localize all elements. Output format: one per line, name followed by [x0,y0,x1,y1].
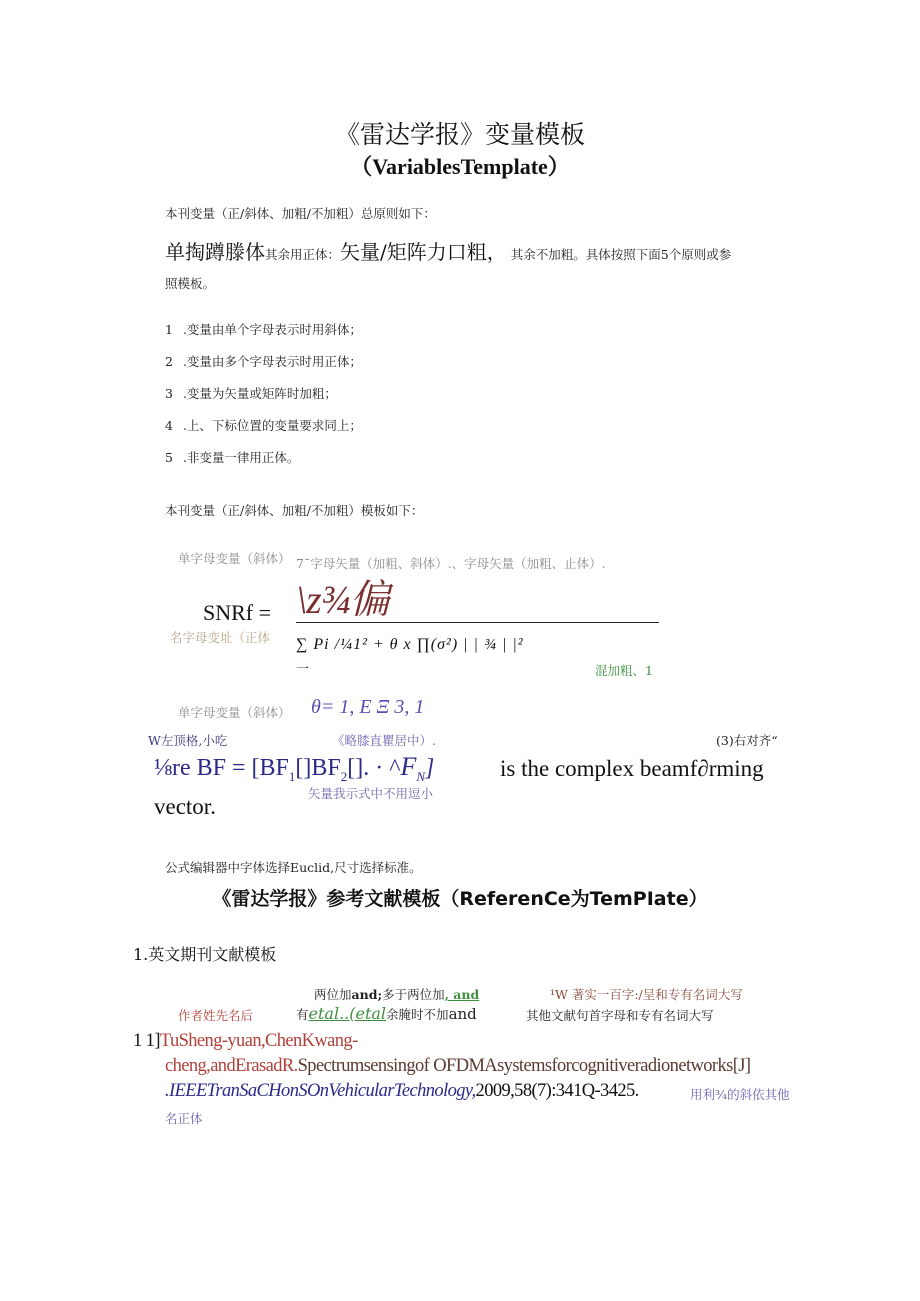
principle-large-1: 单掏蹲滕体 [165,240,265,264]
annotation-left-top: W左顶格,小吃 [148,733,228,748]
rule-item [165,320,362,338]
reference-journal: .IEEETranSaCHonSOnVehicularTechnology, [165,1081,476,1101]
reference-authors-2: cheng,andErasadR. [165,1056,298,1076]
reference-entry-line3 [165,1081,639,1102]
equation-dash: 一 [296,662,310,677]
rule-number: 2 [165,354,173,369]
ref-ann-and-bold: and; [351,987,383,1002]
section-heading: 1.英文期刊文献模板 [133,945,277,964]
eq3-fn: F [400,752,417,781]
template-intro: 本刊变量（正/斜体、加粗/不加粗）模板如下： [165,503,424,518]
annotation-vector-note: 矢量我示式中不用逗小 [308,786,434,801]
rule-number: 3 [165,386,173,401]
eq3-mid: []BF [295,755,341,781]
ref-ann-etal-suffix: 余腌时不加 [386,1007,449,1022]
ref-ann-two-authors: 两位加 [314,987,352,1002]
principle-small-2: 其余不加粗。具体按照下面5个原则或参 [510,247,732,262]
ref-ann-and-green: , and [444,987,480,1002]
equation-2: θ= 1, E Ξ 3, 1 [311,696,425,718]
ref-ann-etal: etal..(etal [308,1004,387,1023]
ref-ann-and-plain: and [448,1005,477,1023]
reference-entry-line2 [165,1056,750,1077]
ref-ann-etal-prefix: 有 [296,1007,309,1022]
annotation-multi-upright: 名字母变址（正体 [170,630,271,645]
rule-item [165,448,299,466]
equation-3-tail: is the complex beamf∂rming [500,756,764,781]
intro-text: 本刊变量（正/斜体、加粗/不加粗）总原则如下： [165,206,436,221]
eq3-close: ] [425,755,435,781]
reference-authors-1: TuSheng-yuan,ChenKwang- [159,1031,358,1051]
rule-number: 4 [165,418,173,433]
font-note: 公式编辑器中字体选择Euclid,尺寸选择标准。 [165,860,422,875]
eq3-sub1: 1 [288,768,296,784]
rule-item [165,384,337,402]
page-subtitle: （VariablesTemplate） [350,154,570,179]
rule-text: .非变量一律用正体。 [182,450,300,465]
ref-annotation-other: 其他文献句首字母和专有名词大写 [526,1008,714,1023]
rule-number: 5 [165,450,173,465]
principle-small-1: 其余用正体： [265,247,341,262]
ref-annotation-author-order: 作者姓先名后 [178,1008,254,1023]
annotation-center: 《略膝直瞿居中）. [332,733,436,748]
reference-entry-line1 [133,1031,358,1052]
ref-ann-more: 多于两位加 [382,987,445,1002]
rule-text: .变量由多个字母表示时用正体； [182,354,362,369]
reference-note-2: 名正体 [165,1111,203,1126]
annotation-right-align: (3)右对齐“ [716,733,778,748]
equation-3-line2: vector. [154,794,216,819]
equation-denominator: ∑ Pi /¼1² + θ x ∏(σ²) | | ¾ | |² [296,636,524,653]
reference-details: 2009,58(7):341Q-3425. [475,1081,639,1101]
equation-numerator: \z¾偏 [296,577,389,622]
principle-line [165,236,731,265]
equation-lhs: SNRf = [203,600,272,625]
reference-title-text: Spectrumsensingof OFDMAsystemsforcognitiveradionetworks[J] [297,1056,751,1076]
eq3-fn-sub: N [416,768,426,784]
reference-title: 《雷达学报》参考文献模板（ReferenCe为TemPIate） [212,888,708,910]
ref-annotation-upper: ¹W 著实一百字:/呈和专有名词大写 [550,987,743,1002]
eq3-end: []. · ^ [347,755,401,781]
annotation-single-italic: 单字母变量（斜体） [178,551,291,566]
rule-item [165,416,362,434]
rule-text: .变量为矢量或矩阵时加粗； [182,386,337,401]
eq3-sub2: 2 [340,768,348,784]
rule-number: 1 [165,322,173,337]
reference-note: 用利¾的斜依其他 [690,1087,790,1102]
ref-annotation-and [314,985,479,1003]
principle-large-2: 矢量/矩阵力口粗， [340,240,507,264]
rule-text: .变量由单个字母表示时用斜体； [182,322,362,337]
annotation-single-italic-2: 单字母变量（斜体） [178,705,291,720]
eq3-lhs: ⅛re BF = [BF [154,755,289,781]
equation-3 [154,752,434,785]
rule-item [165,352,362,370]
annotation-vector-labels: 7ˉ字母矢量（加粗、斜体）.、字母矢量（加粗、止体）. [296,556,606,571]
page-title: 《雷达学报》变量模板 [334,120,585,149]
principle-line-2: 照模板。 [165,276,216,291]
ref-annotation-etal [296,1004,477,1023]
annotation-mixed-bold: 混加粗、1 [595,663,653,678]
reference-index: 1 1] [133,1031,160,1051]
rule-text: .上、下标位置的变量要求同上； [182,418,362,433]
fraction-line [296,622,659,623]
